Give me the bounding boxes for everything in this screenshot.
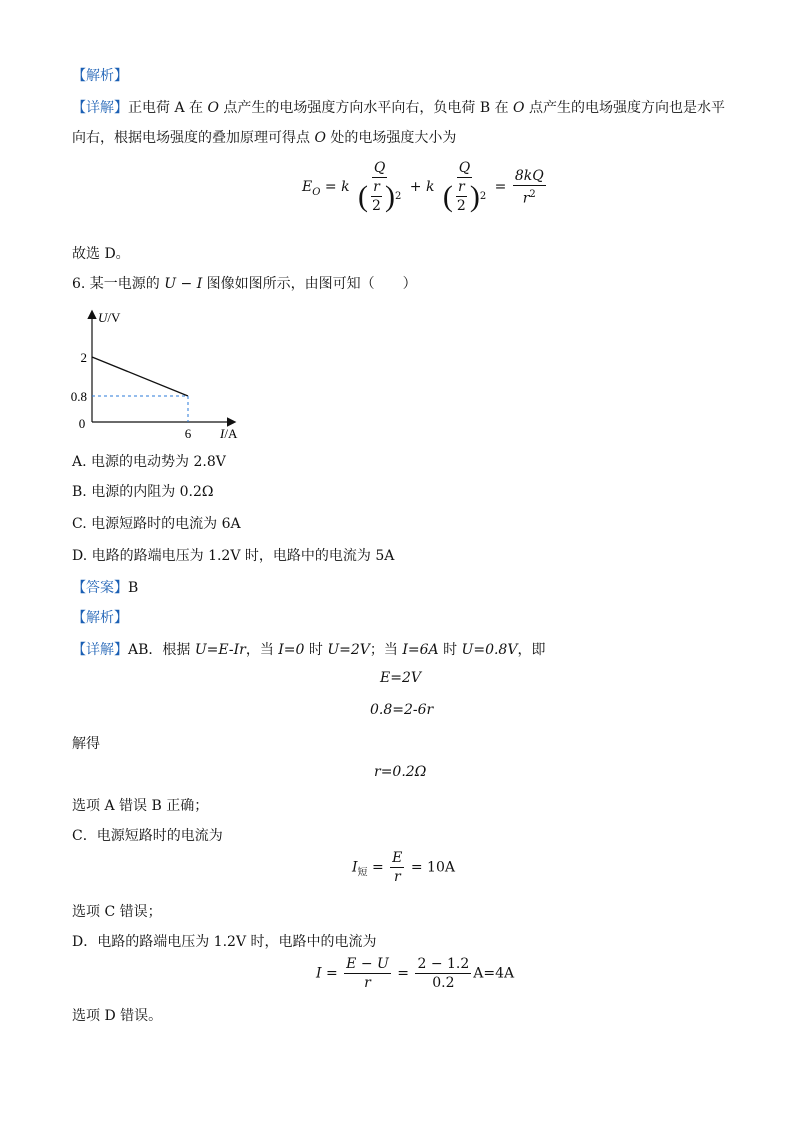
frac-den (521, 186, 538, 207)
formula: U=2V (327, 642, 370, 658)
frac-num: E (392, 850, 403, 866)
eq-i: I (352, 859, 358, 876)
eq-plus: + (405, 179, 426, 195)
frac-den (441, 178, 488, 214)
eq-sign: = (392, 965, 414, 982)
frac-2 (415, 956, 471, 991)
series-line (92, 357, 188, 396)
c-text: C．电源短路时的电流为 (72, 828, 223, 844)
eq-k: k (341, 179, 350, 195)
detail-line-1 (72, 98, 725, 118)
x-tick-label: 6 (184, 426, 192, 441)
eq-emf: E=2V (380, 670, 421, 686)
option-a: A. 电源的电动势为 2.8V (72, 454, 226, 470)
text: ，即 (517, 642, 546, 658)
r: r (522, 190, 530, 207)
frac-den: r (393, 869, 401, 885)
d-conclusion: 选项 D 错误。 (72, 1008, 163, 1024)
frac-num: 2 − 1.2 (417, 956, 470, 972)
paren: ( (442, 179, 453, 213)
analysis-heading: 【解析】 (72, 68, 128, 84)
eq-sign: = (321, 965, 343, 982)
eq-sub: O (312, 186, 321, 198)
frac-1 (344, 956, 391, 991)
paren: ) (384, 179, 395, 213)
frac-num: E − U (346, 956, 389, 972)
eq-sign: = (490, 179, 511, 195)
inner-den: 2 (372, 198, 381, 214)
frac-3 (513, 168, 546, 207)
text: ，当 (245, 642, 279, 658)
square: 2 (394, 190, 402, 202)
formula: U=E-Ir (194, 642, 246, 658)
frac-1 (356, 160, 403, 214)
ab-conclusion: 选项 A 错误 B 正确； (72, 798, 209, 814)
eq-sign: = (367, 859, 389, 876)
analysis-heading-2: 【解析】 (72, 610, 128, 626)
origin-label: 0 (78, 416, 86, 431)
frac-den (356, 178, 403, 214)
eq-e: E (302, 179, 313, 195)
option-d: D. 电路的路端电压为 1.2V 时，电路中的电流为 5A (72, 548, 395, 564)
frac (390, 850, 404, 885)
short-circuit-equation (352, 850, 455, 885)
y-axis-label: U/V (98, 310, 121, 325)
answer-tag: 【答案】 (72, 580, 128, 596)
formula: U=0.8V (461, 642, 518, 658)
frac-num: Q (458, 160, 471, 176)
text: AB．根据 (128, 642, 195, 658)
eq-sub: 短 (357, 867, 368, 879)
ui-graph (70, 302, 260, 442)
text: 6. 某一电源的 (72, 276, 165, 292)
paren: ( (358, 179, 369, 213)
text: 正电荷 A 在 (128, 100, 208, 116)
frac-num: 8kQ (514, 167, 544, 184)
eq-k: k (425, 179, 435, 195)
x-axis-label: I/A (220, 426, 238, 441)
frac-den: 0.2 (432, 975, 455, 991)
inner-num: r (458, 179, 465, 195)
option-c: C. 电源短路时的电流为 6A (72, 516, 241, 532)
question-6-stem (72, 274, 417, 294)
detail-tag: 【详解】 (72, 642, 128, 658)
point-o: O (207, 100, 219, 116)
inner-frac (455, 179, 468, 214)
eq-result: = 10A (406, 859, 455, 876)
square: 2 (479, 190, 487, 202)
text: 点产生的电场强度方向水平向右，负电荷 B 在 (218, 100, 514, 116)
formula: I=6A (402, 642, 439, 658)
current-equation (316, 956, 514, 991)
eq-i: I (316, 965, 322, 982)
inner-num: r (373, 179, 380, 195)
detail-line-2 (72, 128, 456, 148)
y-tick-label: 0.8 (70, 389, 87, 404)
text: 时 (304, 642, 328, 658)
paren: ) (469, 179, 480, 213)
conclusion-1: 故选 D。 (72, 246, 130, 262)
eq-internal: 0.8=2-6r (370, 702, 434, 718)
field-equation (302, 160, 548, 214)
eq-sign: = (320, 179, 342, 195)
eq-result: A=4A (473, 965, 515, 982)
frac-2 (441, 160, 488, 214)
answer-line (72, 578, 138, 598)
point-o: O (314, 130, 326, 146)
formula: I=0 (278, 642, 305, 658)
text: 点产生的电场强度方向也是水平 (524, 100, 725, 116)
d-text: D．电路的路端电压为 1.2V 时，电路中的电流为 (72, 934, 377, 950)
square: 2 (529, 188, 536, 200)
text: 时 (438, 642, 462, 658)
text: 图像如图所示，由图可知（ ） (202, 276, 417, 292)
answer-value: B (128, 580, 139, 596)
inner-den: 2 (456, 198, 466, 214)
ui-label: U − I (164, 276, 203, 292)
option-b: B. 电源的内阻为 0.2Ω (72, 484, 214, 500)
solve-label: 解得 (72, 736, 100, 752)
frac-num: Q (373, 160, 386, 176)
detail-tag: 【详解】 (72, 100, 128, 116)
eq-r: r=0.2Ω (374, 764, 427, 780)
ab-detail (72, 640, 545, 660)
c-conclusion: 选项 C 错误； (72, 904, 162, 920)
text: ；当 (369, 642, 403, 658)
y-tick-label: 2 (80, 350, 87, 365)
text: 处的电场强度大小为 (325, 130, 457, 146)
inner-frac (370, 179, 383, 214)
point-o: O (513, 100, 525, 116)
text: 向右，根据电场强度的叠加原理可得点 (72, 130, 315, 146)
frac-den: r (364, 975, 371, 991)
